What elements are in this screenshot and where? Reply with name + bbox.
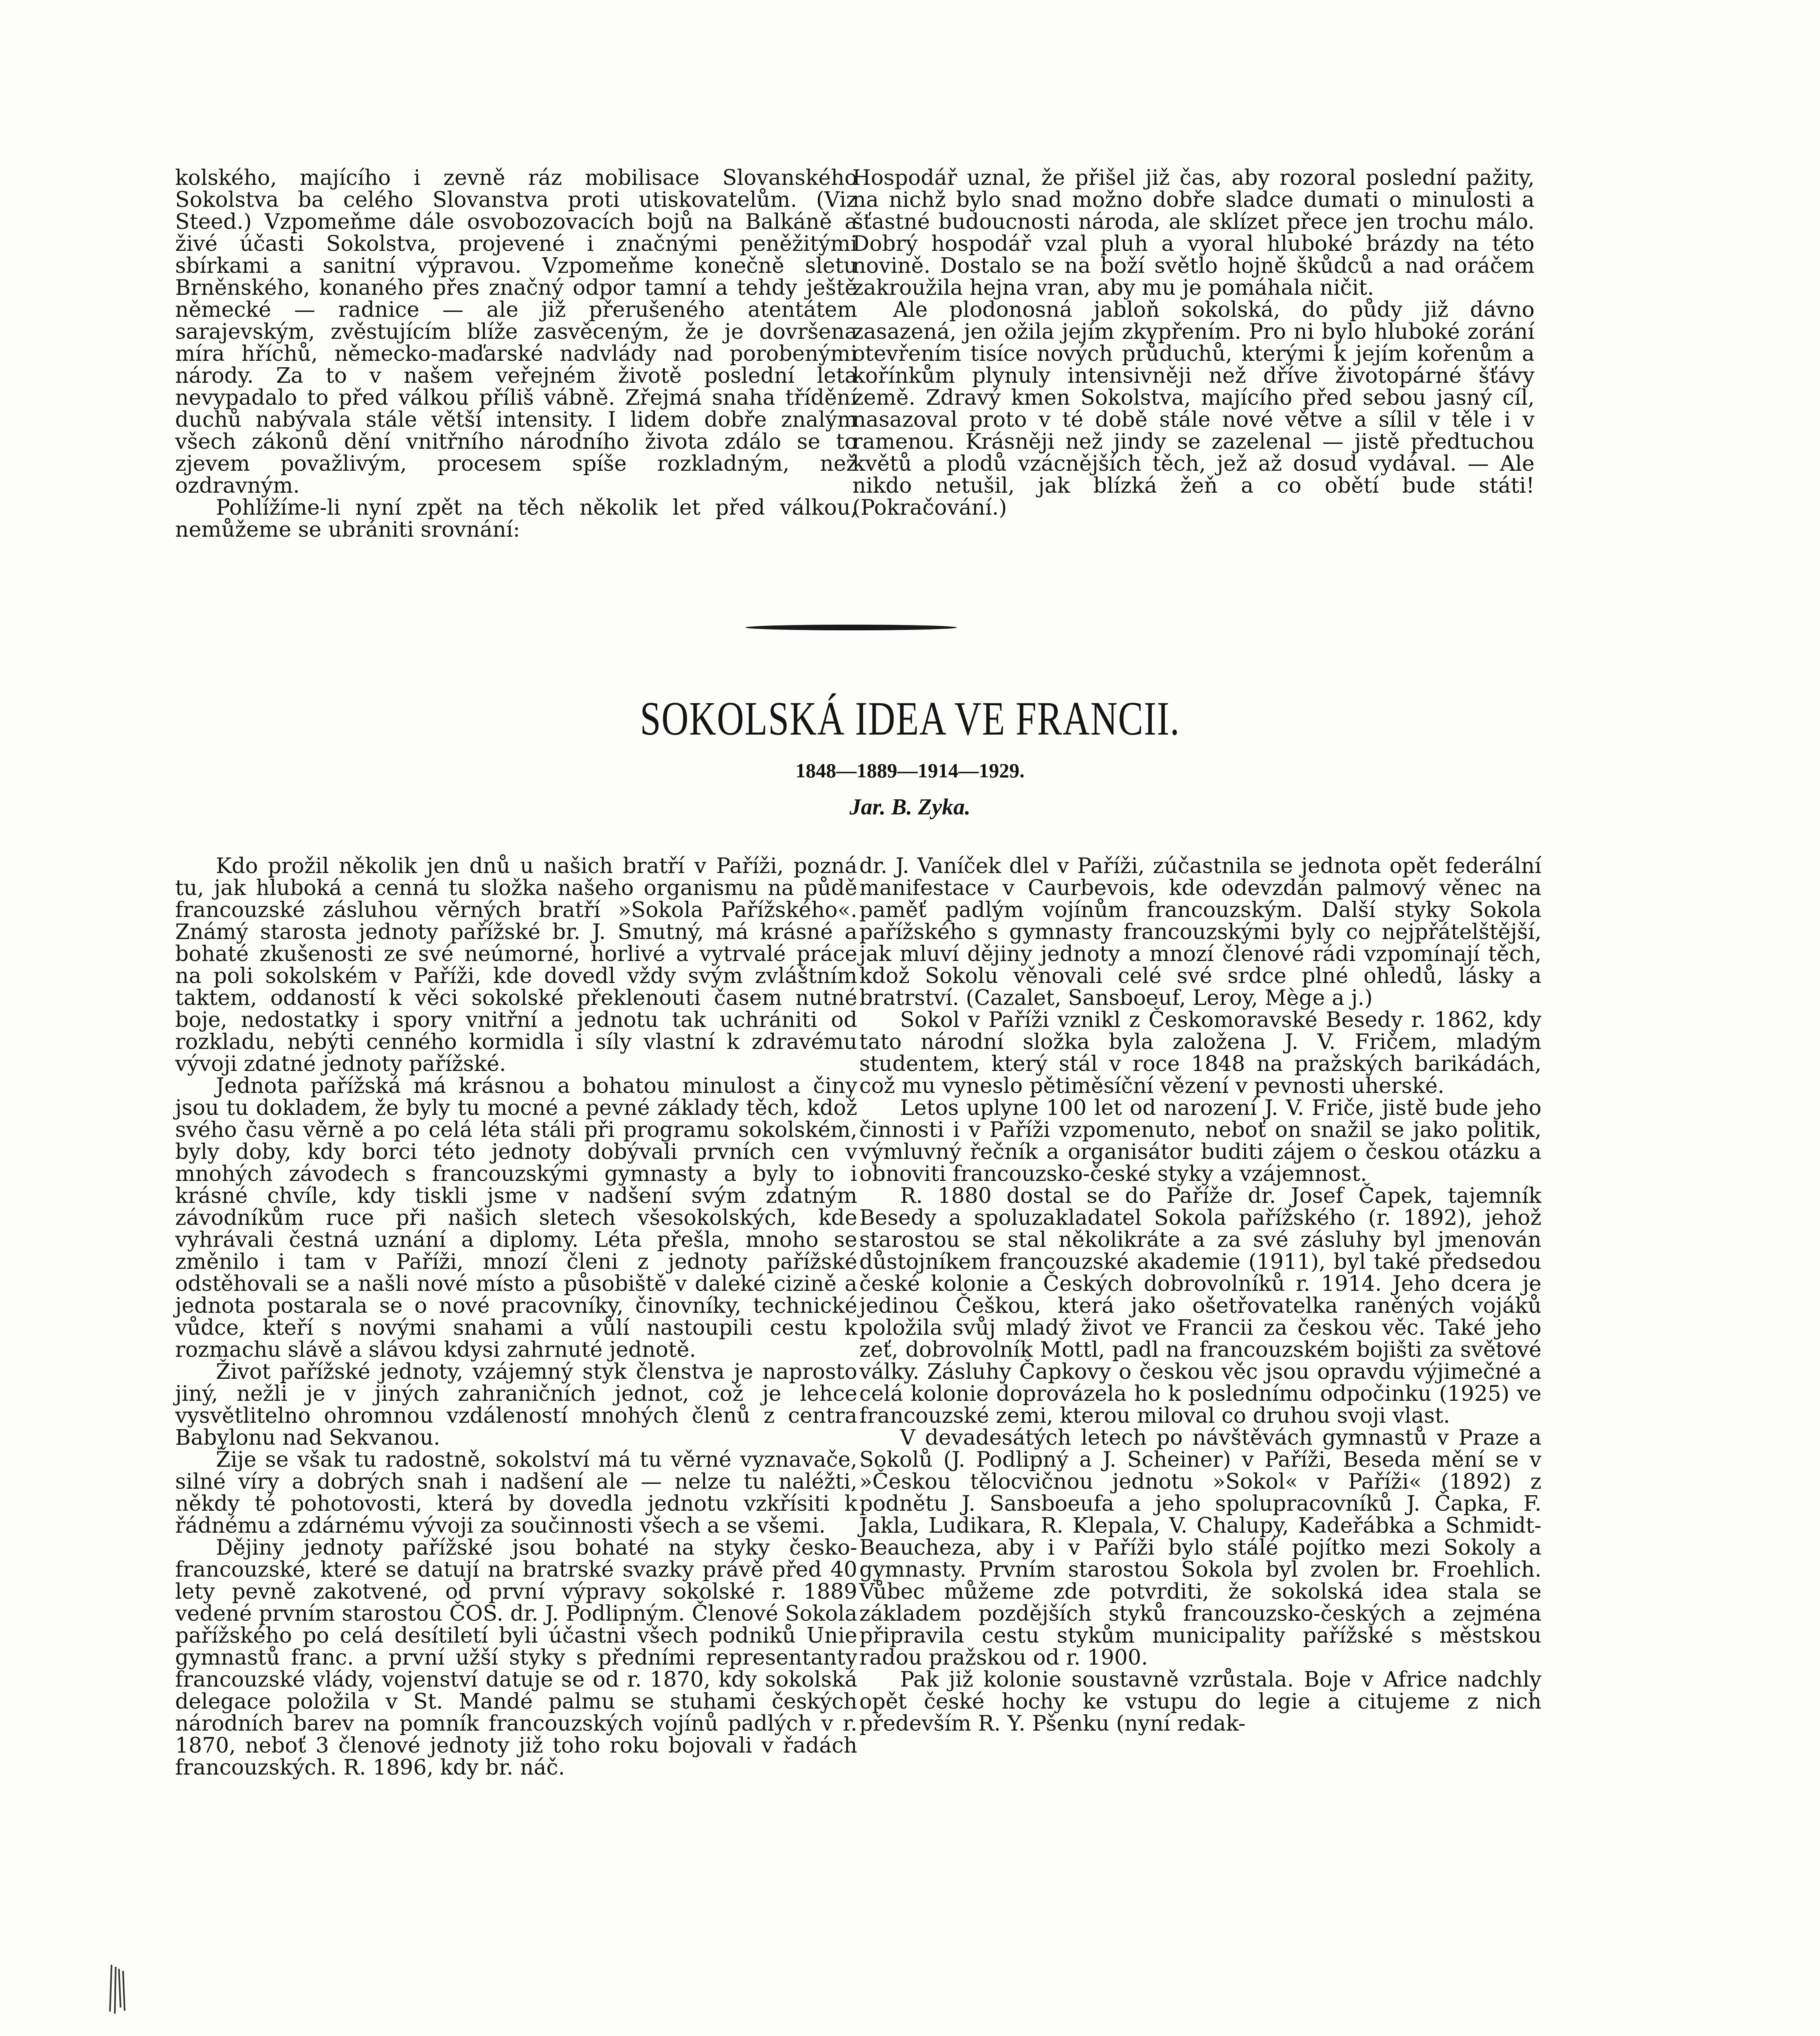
paragraph: Letos uplyne 100 let od narození J. V. Friče, jistě bude jeho činnosti i v Paříži vzpomenuto, neboť on snažil se jako politik, výmluvný řečník a organisátor buditi zájem o českou otázku a obnoviti francouzsko-české styky a vzájemnost. bbox=[859, 1096, 1541, 1186]
top-right-column bbox=[852, 167, 1535, 519]
paragraph: Hospodář uznal, že přišel již čas, aby rozoral poslední pažity, na nichž bylo snad možno dobře sladce dumati o minulosti a šťastné budoucnosti národa, ale sklízet přece jen trochu málo. Dobrý hospodář vzal pluh a vyoral hluboké brázdy na této novině. Dostalo se na boží světlo hojně škůdců a nad oráčem zakroužila hejna vran, aby mu je pomáhala ničit. bbox=[852, 166, 1535, 300]
paragraph: Pohlížíme-li nyní zpět na těch několik let před válkou, nemůžeme se ubrániti srovnání: bbox=[175, 496, 857, 542]
article-left-column bbox=[175, 855, 857, 1779]
article-author: Jar. B. Zyka. bbox=[849, 794, 971, 820]
paragraph: Ale plodonosná jabloň sokolská, do půdy již dávno zasazená, jen ožila jejím zkypřením. Pro ni bylo hluboké zorání otevřením tisíce nových průduchů, kterými k jejím kořenům a kořínkům plynuly intensivněji než dříve životopárné šťávy země. Zdravý kmen Sokolstva, majícího před sebou jasný cíl, nasazoval proto v té době stále nové větve a sílil v těle i v ramenou. Krásněji než jindy se zazelenal — jistě předtuchou květů a plodů vzácnějších těch, jež až dosud vydával. — Ale nikdo netušil, jak blízká žeň a co obětí bude státi! (Pokračování.) bbox=[852, 298, 1535, 520]
article-title: SOKOLSKÁ IDEA VE FRANCII. bbox=[640, 692, 1180, 745]
paragraph: Jednota pařížská má krásnou a bohatou minulost a činy jsou tu dokladem, že byly tu mocné a pevné základy těch, kdož svého času věrně a po celá léta stáli při programu sokolském, byly doby, kdy borci této jednoty dobývali prvních cen v mnohých závodech s francouzskými gymnasty a byly to i krásné chvíle, kdy tiskli jsme v nadšení svým zdatným závodníkům ruce při našich sletech všesokolských, kde vyhrávali čestná uznání a diplomy. Léta přešla, mnoho se změnilo i tam v Paříži, mnozí členi z jednoty pařížské odstěhovali se a našli nové místo a působiště v daleké cizině a jednota postarala se o nové pracovníky, činovníky, technické vůdce, kteří s novými snahami a vůlí nastoupili cestu k rozmachu slávě a slávou kdysi zahrnuté jednotě. bbox=[175, 1074, 857, 1362]
article-years: 1848—1889—1914—1929. bbox=[795, 759, 1025, 782]
article-right-column bbox=[859, 855, 1541, 1735]
paragraph: Dějiny jednoty pařížské jsou bohaté na styky česko-francouzské, které se datují na bratrské svazky právě před 40 lety pevně zakotvené, od první výpravy sokolské r. 1889 vedené prvním starostou ČOS. dr. J. Podlipným. Členové Sokola pařížského po celá desítiletí byli účastni všech podniků Unie gymnastů franc. a první užší styky s předními representanty francouzské vlády, vojenství datuje se od r. 1870, kdy sokolská delegace položila v St. Mandé palmu se stuhami českých národních barev na pomník francouzských vojínů padlých v r. 1870, neboť 3 členové jednoty již toho roku bojovali v řadách francouzských. R. 1896, kdy br. náč. bbox=[175, 1536, 857, 1780]
paragraph: Pak již kolonie soustavně vzrůstala. Boje v Africe nadchly opět české hochy ke vstupu do legie a citujeme z nich především R. Y. Pšenku (nyní redak- bbox=[859, 1667, 1541, 1736]
top-left-column bbox=[175, 167, 857, 541]
handwritten-margin-mark bbox=[107, 1963, 131, 2016]
paragraph: Žije se však tu radostně, sokolství má tu věrné vyznavače, silné víry a dobrých snah i nadšení ale — nelze tu naléžti, někdy té pohotovosti, která by dovedla jednotu vzkřísiti k řádnému a zdárnému vývoji za součinnosti všech a se všemi. bbox=[175, 1448, 857, 1538]
paragraph: Život pařížské jednoty, vzájemný styk členstva je naprosto jiný, nežli je v jiných zahraničních jednot, což je lehce vysvětlitelno ohromnou vzdáleností mnohých členů z centra Babylonu nad Sekvanou. bbox=[175, 1360, 857, 1450]
section-divider bbox=[745, 625, 957, 630]
paragraph: Sokol v Paříži vznikl z Českomoravské Besedy r. 1862, kdy tato národní složka byla založena J. V. Fričem, mladým studentem, který stál v roce 1848 na pražských barikádách, což mu vyneslo pětiměsíční vězení v pevnosti uherské. bbox=[859, 1008, 1541, 1098]
paragraph: R. 1880 dostal se do Paříže dr. Josef Čapek, tajemník Besedy a spoluzakladatel Sokola pařížského (r. 1892), jehož starostou se stal několikráte a za své zásluhy byl jmenován důstojníkem francouzské akademie (1911), byl také předsedou české kolonie a Českých dobrovolníků r. 1914. Jeho dcera je jedinou Češkou, která jako ošetřovatelka raněných vojáků položila svůj mladý život ve Francii za českou věc. Také jeho zeť, dobrovolník Mottl, padl na francouzském bojišti za světové války. Zásluhy Čapkovy o českou věc jsou opravdu výjimečné a celá kolonie doprovázela ho k poslednímu odpočinku (1925) ve francouzské zemi, kterou miloval co druhou svoji vlast. bbox=[859, 1184, 1541, 1428]
paragraph: Kdo prožil několik jen dnů u našich bratří v Paříži, pozná tu, jak hluboká a cenná tu složka našeho organismu na půdě francouzské zásluhou věrných bratří »Sokola Pařížského«. Známý starosta jednoty pařížské br. J. Smutný, má krásné a bohaté zkušenosti ze své neúmorné, horlivé a vytrvalé práce na poli sokolském v Paříži, kde dovedl vždy svým zvláštním taktem, oddaností k věci sokolské překlenouti časem nutné boje, nedostatky i spory vnitřní a jednotu tak uchrániti od rozkladu, nebýti cenného kormidla i síly vlastní k zdravému vývoji zdatné jednoty pařížské. bbox=[175, 854, 857, 1076]
paragraph: dr. J. Vaníček dlel v Paříži, zúčastnila se jednota opět federální manifestace v Caurbevois, kde odevzdán palmový věnec na paměť padlým vojínům francouzským. Další styky Sokola pařížského s gymnasty francouzskými byly co nejpřátelštější, jak mluví dějiny jednoty a mnozí členové rádi vzpomínají těch, kdož Sokolu věnovali celé své srdce plné ohledů, lásky a bratrství. (Cazalet, Sansboeuf, Leroy, Mège a j.) bbox=[859, 854, 1541, 1010]
paragraph: V devadesátých letech po návštěvách gymnastů v Praze a Sokolů (J. Podlipný a J. Scheiner) v Paříži, Beseda mění se v »Českou tělocvičnou jednotu »Sokol« v Paříži« (1892) z podnětu J. Sansboeufa a jeho spolupracovníků J. Čapka, F. Jakla, Ludikara, R. Klepala, V. Chalupy, Kadeřábka a Schmidt-Beaucheza, aby i v Paříži bylo stálé pojítko mezi Sokoly a gymnasty. Prvním starostou Sokola byl zvolen br. Froehlich. Vůbec můžeme zde potvrditi, že sokolská idea stala se základem pozdějších styků francouzsko-českých a zejména připravila cestu stykům municipality pařížské s městskou radou pražskou od r. 1900. bbox=[859, 1426, 1541, 1670]
paragraph: kolského, majícího i zevně ráz mobilisace Slovanského Sokolstva ba celého Slovanstva proti utiskovatelům. (Viz Steed.) Vzpomeňme dále osvobozovacích bojů na Balkáně a živé účasti Sokolstva, projevené i značnými peněžitými sbírkami a sanitní výpravou. Vzpomeňme konečně sletu Brněnského, konaného přes značný odpor tamní a tehdy ještě německé — radnice — ale již přerušeného atentátem sarajevským, zvěstujícím blíže zasvěceným, že je dovršena míra hříchů, německo-maďarské nadvlády nad porobenými národy. Za to v našem veřejném životě poslední leta nevypadalo to před válkou příliš vábně. Zřejmá snaha třídění duchů nabývala stále větší intensity. I lidem dobře znalým všech zákonů dění vnitřního národního života zdálo se to zjevem považlivým, procesem spíše rozkladným, než ozdravným. bbox=[175, 166, 857, 498]
